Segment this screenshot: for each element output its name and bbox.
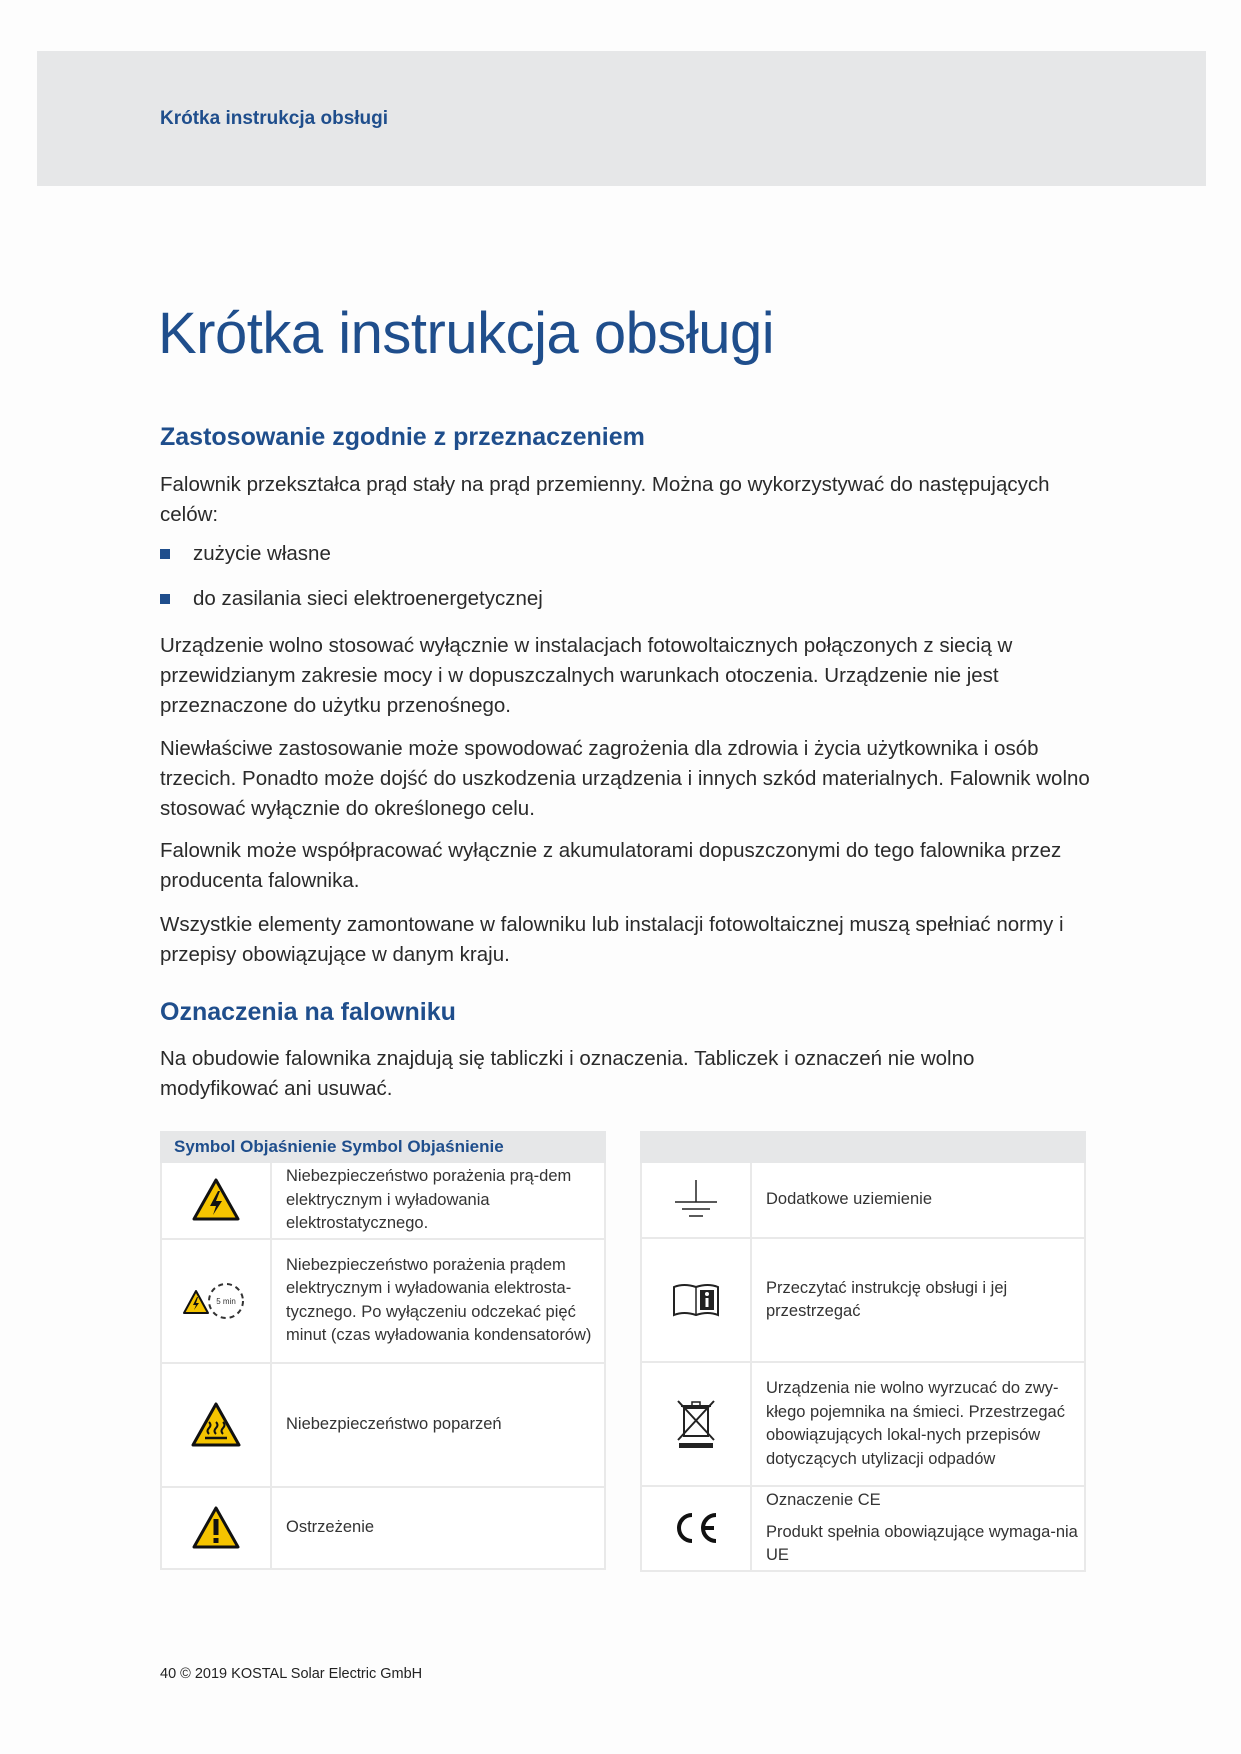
explanation-cell: Przeczytać instrukcję obsługi i jej przestrzegać [751, 1238, 1085, 1362]
table-row [161, 1162, 605, 1239]
explanation-cell: Niebezpieczeństwo porażenia prą-dem elektrycznym i wyładowania elektrostatycznego. [271, 1162, 605, 1239]
timer-label: 5 min [216, 1296, 236, 1306]
symbols-table-right [640, 1131, 1086, 1572]
ground-earth-icon [673, 1178, 719, 1222]
symbol-cell [641, 1486, 751, 1571]
symbol-cell [641, 1162, 751, 1238]
body-paragraph: Falownik może współpracować wyłącznie z akumulatorami dopuszczonymi do tego falownika przez producenta falownika. [160, 839, 1062, 892]
table-row [641, 1486, 1085, 1571]
section-heading-markings: Oznaczenia na falowniku [160, 998, 456, 1026]
table-row [161, 1363, 605, 1487]
symbol-cell [161, 1239, 271, 1363]
list-item-text: do zasilania sieci elektroenergetycznej [193, 587, 543, 610]
explanation-cell: Dodatkowe uziemienie [751, 1162, 1085, 1238]
table-header-empty [641, 1132, 1085, 1162]
table-row [641, 1362, 1085, 1486]
bullet-square-icon [160, 549, 170, 559]
ce-mark-icon [672, 1511, 720, 1545]
body-paragraph: Niewłaściwe zastosowanie może spowodować zagrożenia dla zdrowia i życia użytkownika i osób trzecich. Ponadto może dojść do uszkodzenia urządzenia i innych szkód materialnych. Falownik wolno stosować wyłącznie do określonego celu. [160, 737, 1090, 820]
body-paragraph: Wszystkie elementy zamontowane w falowniku lub instalacji fotowoltaicznej muszą spełniać normy i przepisy obowiązujące w danym kraju. [160, 913, 1064, 966]
body-paragraph: Urządzenie wolno stosować wyłącznie w instalacjach fotowoltaicznych połączonych z siecią w przewidzianym zakresie mocy i w dopuszczalnych warunkach otoczenia. Urządzenie nie jest przeznaczone do użytku przenośnego. [160, 634, 1013, 717]
symbol-cell [161, 1487, 271, 1569]
ce-label: Oznaczenie CE [766, 1491, 881, 1509]
symbol-cell [161, 1162, 271, 1239]
bullet-square-icon [160, 594, 170, 604]
explanation-cell: Niebezpieczeństwo poparzeń [271, 1363, 605, 1487]
crossed-bin-icon [675, 1398, 717, 1450]
symbols-table-left [160, 1131, 606, 1570]
symbol-cell [641, 1362, 751, 1486]
intro-paragraph: Falownik przekształca prąd stały na prąd przemienny. Można go wykorzystywać do następujących celów: [160, 473, 1050, 526]
explanation-cell: Niebezpieczeństwo porażenia prądem elektrycznym i wyładowania elektrosta-tycznego. Po wyłączeniu odczekać pięć minut (czas wyładowania kondensatorów) [271, 1239, 605, 1363]
table-row [161, 1239, 605, 1363]
table-header: Symbol Objaśnienie Symbol Objaśnienie [161, 1132, 605, 1162]
list-item [160, 542, 331, 566]
page-footer: 40 © 2019 KOSTAL Solar Electric GmbH [160, 1666, 423, 1682]
explanation-cell: Urządzenia nie wolno wyrzucać do zwy-kłego pojemnika na śmieci. Przestrzegać obowiązujących lokal-nych przepisów dotyczących utylizacji odpadów [751, 1362, 1085, 1486]
symbol-cell [641, 1238, 751, 1362]
ce-explanation: Produkt spełnia obowiązujące wymaga-nia UE [766, 1522, 1078, 1564]
read-manual-icon [672, 1282, 720, 1318]
page-title: Krótka instrukcja obsługi [158, 301, 775, 366]
list-item [160, 587, 543, 611]
table-row [641, 1162, 1085, 1238]
running-header-title: Krótka instrukcja obsługi [160, 108, 389, 129]
general-warning-icon [192, 1506, 240, 1550]
explanation-cell: Ostrzeżenie [271, 1487, 605, 1569]
list-item-text: zużycie własne [193, 542, 331, 565]
hot-surface-warning-icon [191, 1402, 241, 1448]
table-row [161, 1487, 605, 1569]
markings-intro-paragraph: Na obudowie falownika znajdują się tabliczki i oznaczenia. Tabliczek i oznaczeń nie wolno modyfikować ani usuwać. [160, 1047, 975, 1100]
discharge-time-5min-icon [183, 1277, 249, 1325]
explanation-cell [751, 1486, 1085, 1571]
electric-shock-warning-icon [192, 1178, 240, 1222]
spacer [766, 1513, 1078, 1521]
section-heading-intended-use: Zastosowanie zgodnie z przeznaczeniem [160, 423, 645, 451]
symbol-cell [161, 1363, 271, 1487]
table-row [641, 1238, 1085, 1362]
